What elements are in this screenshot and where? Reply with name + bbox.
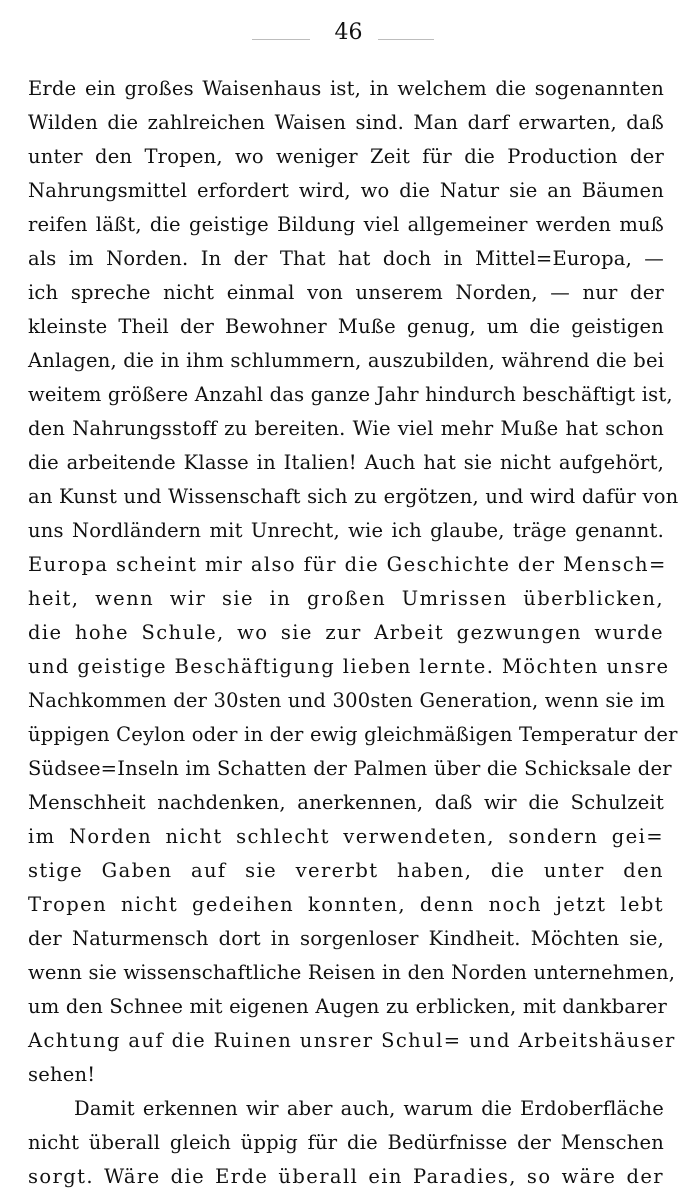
text-line: Anlagen, die in ihm schlummern, auszubilden, während die bei	[28, 349, 665, 372]
text-line: uns Nordländern mit Unrecht, wie ich glaube, träge genannt.	[28, 519, 664, 542]
page-header	[0, 14, 697, 50]
text-line: Südsee=Inseln im Schatten der Palmen über die Schicksale der	[28, 757, 672, 780]
text-line: Menschheit nachdenken, anerkennen, daß wir die Schulzeit	[28, 791, 664, 814]
text-line: Nahrungsmittel erfordert wird, wo die Natur sie an Bäumen	[28, 179, 664, 202]
text-line: kleinste Theil der Bewohner Muße genug, um die geistigen	[28, 315, 664, 338]
text-line: Achtung auf die Ruinen unsrer Schul= und Arbeitshäuser	[28, 1029, 676, 1052]
text-line: heit, wenn wir sie in großen Umrissen überblicken,	[28, 587, 664, 610]
text-line: Europa scheint mir also für die Geschichte der Mensch=	[28, 553, 667, 576]
body-text	[28, 72, 679, 1194]
text-line: stige Gaben auf sie vererbt haben, die unter den	[28, 859, 664, 882]
header-rule-right	[378, 39, 434, 40]
text-line: an Kunst und Wissenschaft sich zu ergötzen, und wird dafür von	[28, 485, 679, 508]
text-line: wenn sie wissenschaftliche Reisen in den Norden unternehmen,	[28, 961, 676, 984]
text-line: den Nahrungsstoff zu bereiten. Wie viel mehr Muße hat schon	[28, 417, 664, 440]
text-line: Erde ein großes Waisenhaus ist, in welchem die sogenannten	[28, 77, 664, 100]
text-line: der Naturmensch dort in sorgenloser Kindheit. Möchten sie,	[28, 927, 664, 950]
text-line: Damit erkennen wir aber auch, warum die Erdoberfläche	[74, 1097, 664, 1120]
text-line: um den Schnee mit eigenen Augen zu erblicken, mit dankbarer	[28, 995, 667, 1018]
text-line: nicht überall gleich üppig für die Bedürfnisse der Menschen	[28, 1131, 664, 1154]
page-number: 46	[334, 20, 363, 45]
text-line: und geistige Beschäftigung lieben lernte. Möchten unsre	[28, 655, 670, 678]
text-line: im Norden nicht schlecht verwendeten, sondern gei=	[28, 825, 664, 848]
text-line: sorgt. Wäre die Erde überall ein Paradies, so wäre der	[28, 1165, 664, 1188]
text-line: Nachkommen der 30sten und 300sten Generation, wenn sie im	[28, 689, 666, 712]
text-line: üppigen Ceylon oder in der ewig gleichmäßigen Temperatur der	[28, 723, 678, 746]
text-line: ich spreche nicht einmal von unserem Norden, — nur der	[28, 281, 664, 304]
text-line: Tropen nicht gedeihen konnten, denn noch jetzt lebt	[28, 893, 664, 916]
text-line: als im Norden. In der That hat doch in Mittel=Europa, —	[28, 247, 664, 270]
text-line: unter den Tropen, wo weniger Zeit für die Production der	[28, 145, 664, 168]
text-line: die hohe Schule, wo sie zur Arbeit gezwungen wurde	[28, 621, 664, 644]
text-line: sehen!	[28, 1063, 96, 1086]
text-line: Wilden die zahlreichen Waisen sind. Man darf erwarten, daß	[28, 111, 664, 134]
text-line: die arbeitende Klasse in Italien! Auch hat sie nicht aufgehört,	[28, 451, 664, 474]
text-line: weitem größere Anzahl das ganze Jahr hindurch beschäftigt ist,	[28, 383, 673, 406]
text-line: reifen läßt, die geistige Bildung viel allgemeiner werden muß	[28, 213, 664, 236]
